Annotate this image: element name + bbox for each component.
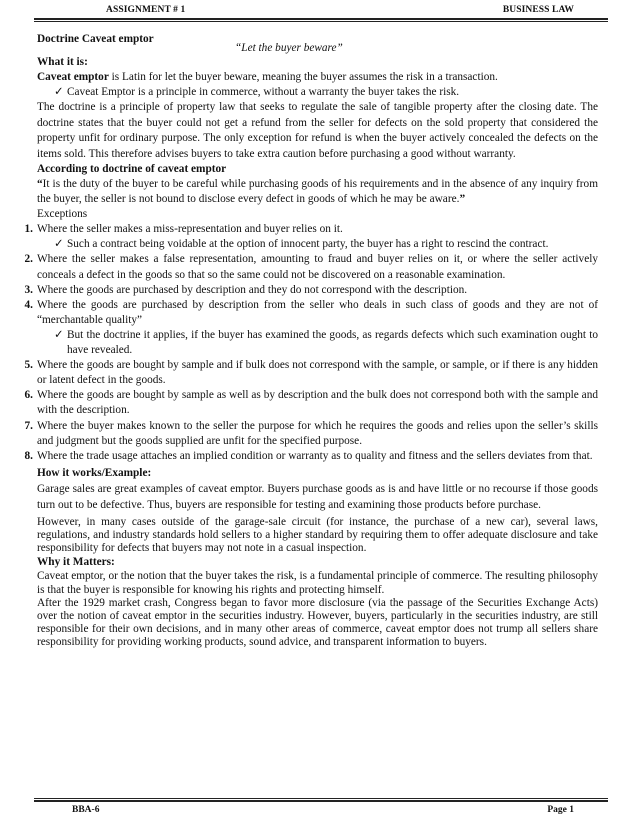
exception-sub-item: ✓ But the doctrine it applies, if the buyer has examined the goods, as regards defects which such examination ought to have revealed. (54, 328, 598, 357)
exception-item: 6. Where the goods are bought by sample as well as by description and the bulk does not correspond both with the sample and with the description. (37, 388, 598, 418)
header-rule-thin (34, 21, 608, 22)
exception-item: 4. Where the goods are purchased by description from the seller who deals in such class of goods and they are not of “merchantable quality” (37, 298, 598, 328)
why-paragraph-2: After the 1929 market crash, Congress began to favor more disclosure (via the passage of the Securities Exchange Acts) over the notion of caveat emptor in the securities industry. However, buyers, particularly in the securities industry, are still responsible for their own decisions, and in many other areas of commerce, caveat emptor does not trump all sellers share responsibility for providing working products, sound advice, and transparent information to buyers. (37, 596, 598, 649)
why-heading: Why it Matters: (37, 556, 115, 569)
check-mark-icon: ✓ (54, 328, 64, 341)
footer-rule (34, 800, 608, 802)
exception-text: Where the goods are purchased by description from the seller who deals in such class of goods and they are not of “merchantable quality” (37, 298, 598, 326)
page-footer (34, 805, 608, 819)
definition-term: Caveat emptor (37, 71, 109, 84)
definition (37, 70, 598, 85)
what-heading: What it is: (37, 56, 88, 68)
exception-text: Where the buyer makes known to the seller the purpose for which he requires the goods and relies upon the seller’s skills and judgment but the goods supplied are unfit for the specified purpose. (37, 419, 598, 447)
why-paragraph-1: Caveat emptor, or the notion that the buyer takes the risk, is a fundamental principle of commerce. The resulting philosophy is that the buyer is responsible for knowing his rights and protecting himself. (37, 570, 598, 596)
how-paragraph-1: Garage sales are great examples of caveat emptor. Buyers purchase goods as is and have little or no recourse if those goods turn out to be defective. Thus, buyers are responsible for testing and examining those products before purchase. (37, 482, 598, 512)
exception-item: 8. Where the trade usage attaches an implied condition or warranty as to quality and fitness and the sellers deviates from that. (37, 449, 598, 464)
exception-text: Where the seller makes a false representation, amounting to fraud and buyer relies on it, or where the seller actively conceals a defect in the goods so that so the same could not be discovered on a reasonable examination. (37, 253, 598, 281)
page-number: Page 1 (547, 805, 574, 815)
exception-text: Where the goods are bought by sample as well as by description and the bulk does not correspond both with the sample and with the description. (37, 389, 598, 417)
exception-text: Where the goods are purchased by description and they do not correspond with the description. (37, 283, 468, 296)
exception-item: 7. Where the buyer makes known to the seller the purpose for which he requires the goods and relies upon the seller’s skills and judgment but the goods supplied are unfit for the specified purpose. (37, 419, 598, 449)
exception-item: 1. Where the seller makes a miss-representation and buyer relies on it. (37, 222, 598, 237)
exception-sub-item: ✓ Such a contract being voidable at the option of innocent party, the buyer has a right to rescind the contract. (37, 237, 598, 252)
according-quote: “It is the duty of the buyer to be careful while purchasing goods of his requirements and in the absence of any inquiry from the buyer, the seller is not bound to disclose every defect in goods of which he may be aware.” (37, 178, 598, 206)
intro-paragraph: The doctrine is a principle of property law that seeks to regulate the sale of tangible property after the closing date. The doctrine states that the buyer could not get a refund from the seller for defects on the sold property that considered the property unfit for ordinary purpose. The only exception for refund is when the buyer actively concealed the defects on the items sold. This therefore advises buyers to take extra caution before purchasing a good without warranty. (37, 101, 598, 160)
doc-quote: “Let the buyer beware” (235, 42, 343, 54)
header-left: ASSIGNMENT # 1 (106, 5, 186, 15)
check-item (37, 85, 598, 100)
check-item-text: Caveat Emptor is a principle in commerce, without a warranty the buyer takes the risk. (67, 86, 460, 99)
doc-title: Doctrine Caveat emptor (37, 33, 154, 45)
definition-rest: is Latin for let the buyer beware, meaning the buyer assumes the risk in a transaction. (108, 71, 498, 84)
document-body (24, 32, 598, 650)
exception-text: Where the trade usage attaches an implied condition or warranty as to quality and fitness and the sellers deviates from that. (37, 449, 593, 462)
exception-text: Where the goods are bought by sample and if bulk does not correspond with the sample, or sample, or if there is any hidden or latent defect in the goods. (37, 359, 598, 387)
check-mark-icon: ✓ (54, 86, 64, 99)
header-right: BUSINESS LAW (502, 5, 574, 15)
header-rule (34, 18, 608, 20)
exceptions-label: Exceptions (37, 208, 88, 221)
exception-item: 3. Where the goods are purchased by description and they do not correspond with the description. (37, 283, 598, 298)
check-mark-icon: ✓ (54, 238, 64, 251)
page-header (34, 4, 608, 18)
exception-text: Where the seller makes a miss-representation and buyer relies on it. (37, 223, 343, 236)
how-heading: How it works/Example: (37, 466, 152, 479)
exception-item: 2. Where the seller makes a false representation, amounting to fraud and buyer relies on it, or where the seller actively conceals a defect in the goods so that so the same could not be discovered on a reasonable examination. (37, 252, 598, 282)
according-heading: According to doctrine of caveat emptor (37, 162, 227, 175)
title-row (37, 32, 598, 54)
how-paragraph-2: However, in many cases outside of the garage-sale circuit (for instance, the purchase of a new car), several laws, regulations, and industry standards hold sellers to a higher standard by requiring them to offer adequate disclosure and take responsibility for defects that buyers may not note in a casual inspection. (37, 515, 598, 555)
footer-left: BBA-6 (72, 805, 100, 815)
exception-item: 5. Where the goods are bought by sample and if bulk does not correspond with the sample, or sample, or if there is any hidden or latent defect in the goods. (37, 358, 598, 388)
footer-rule-thin (34, 798, 608, 799)
